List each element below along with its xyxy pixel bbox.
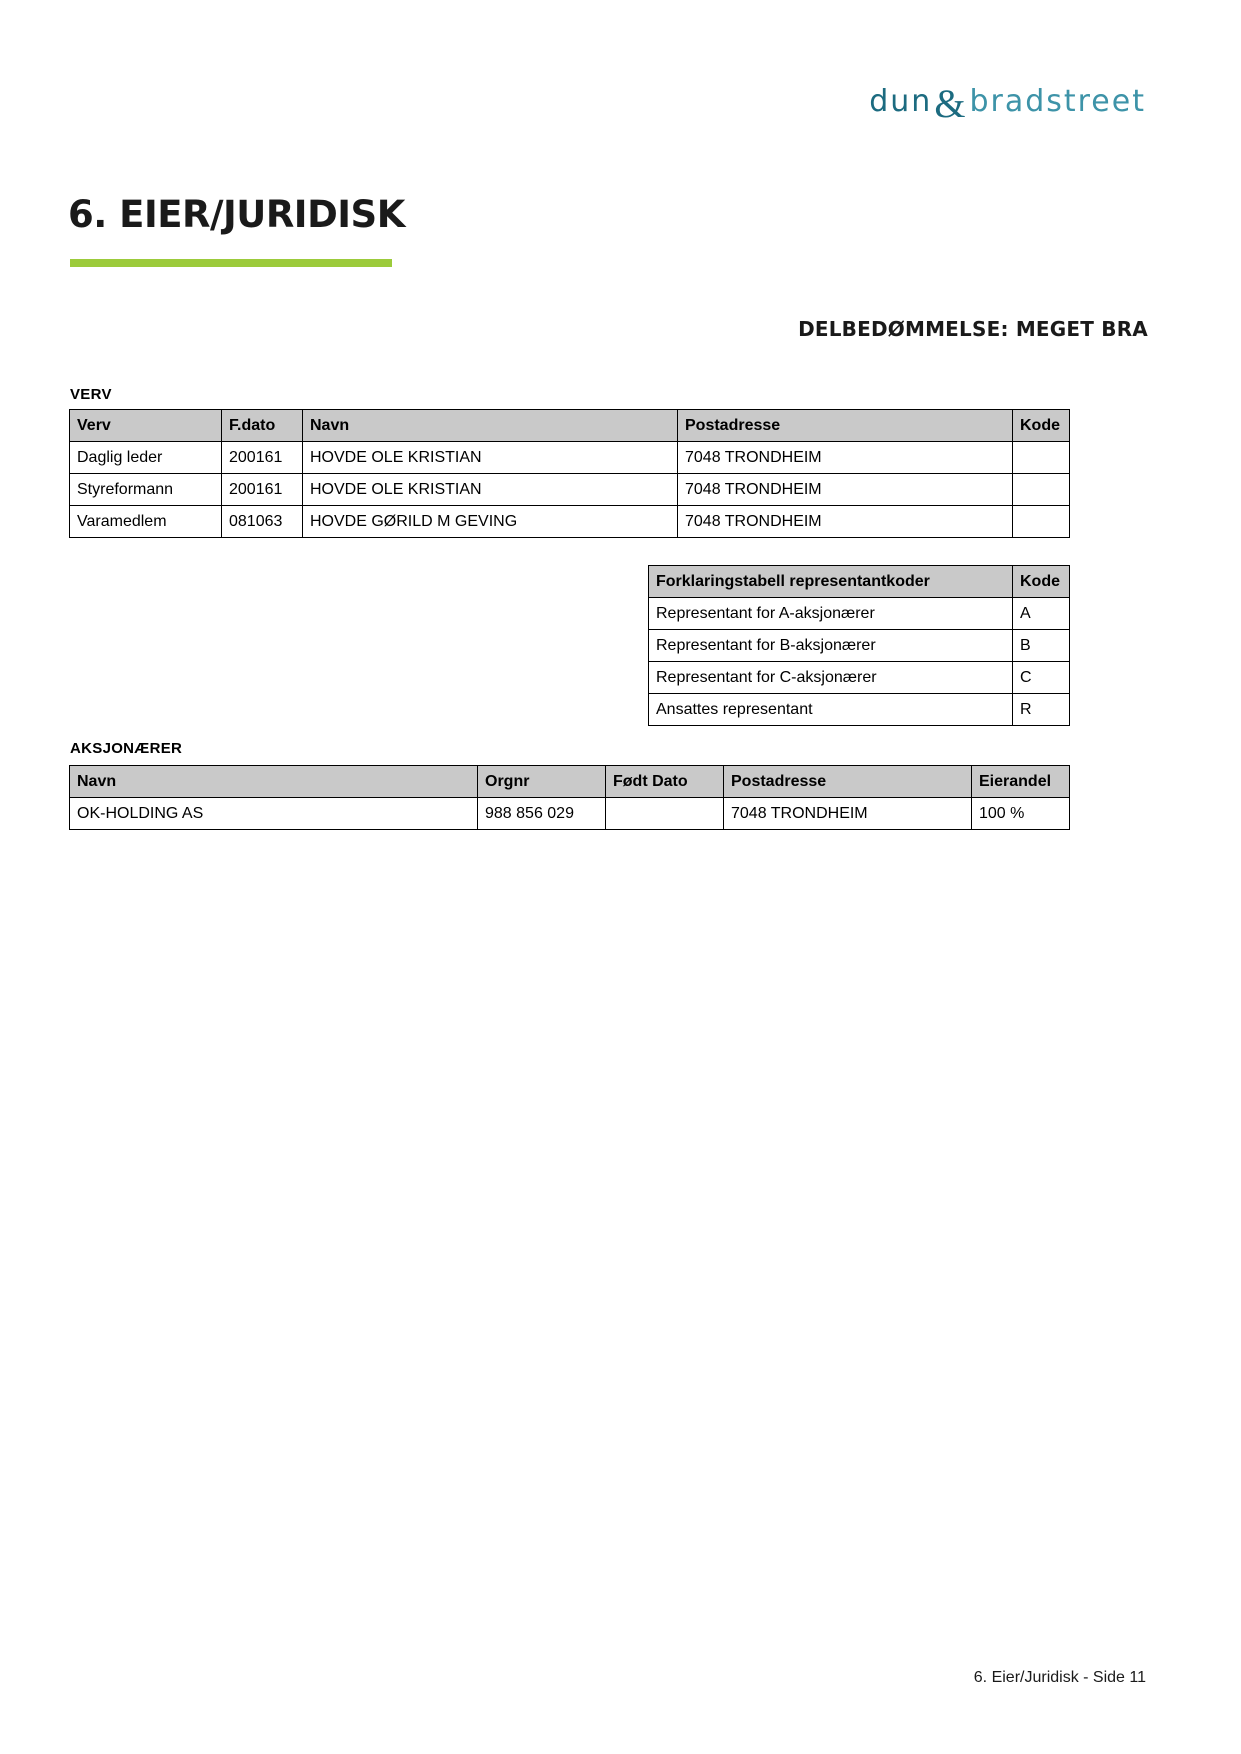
cell-fdato: 200161 [222, 442, 303, 474]
column-header-orgnr: Orgnr [478, 766, 606, 798]
logo-text-dun: dun [869, 84, 933, 119]
title-underline-rule [70, 259, 392, 267]
column-header-fdato: F.dato [222, 410, 303, 442]
table-row [649, 694, 1070, 726]
column-header-kode: Kode [1013, 566, 1070, 598]
column-header-navn: Navn [303, 410, 678, 442]
section-caption-aksjonaerer: AKSJONÆRER [70, 740, 183, 757]
column-header-postadresse: Postadresse [678, 410, 1013, 442]
cell-postadresse: 7048 TRONDHEIM [678, 442, 1013, 474]
column-header-postadresse: Postadresse [724, 766, 972, 798]
page-footer: 6. Eier/Juridisk - Side 11 [973, 1669, 1146, 1686]
cell-verv: Daglig leder [70, 442, 222, 474]
table-header-row [649, 566, 1070, 598]
table-header-row [70, 410, 1070, 442]
ampersand-icon: & [934, 81, 968, 126]
column-header-forklaringstabell: Forklaringstabell representantkoder [649, 566, 1013, 598]
cell-postadresse: 7048 TRONDHEIM [724, 798, 972, 830]
cell-postadresse: 7048 TRONDHEIM [678, 474, 1013, 506]
cell-fdato: 081063 [222, 506, 303, 538]
sub-rating-label: DELBEDØMMELSE: MEGET BRA [798, 317, 1148, 341]
cell-fodt-dato [606, 798, 724, 830]
cell-kode [1013, 506, 1070, 538]
column-header-navn: Navn [70, 766, 478, 798]
cell-navn: OK-HOLDING AS [70, 798, 478, 830]
table-row [649, 662, 1070, 694]
table-row [70, 442, 1070, 474]
cell-beskrivelse: Representant for B-aksjonærer [649, 630, 1013, 662]
cell-verv: Styreformann [70, 474, 222, 506]
logo-text-bradstreet: bradstreet [969, 84, 1146, 119]
table-header-row [70, 766, 1070, 798]
cell-verv: Varamedlem [70, 506, 222, 538]
cell-fdato: 200161 [222, 474, 303, 506]
cell-kode: A [1013, 598, 1070, 630]
column-header-eierandel: Eierandel [972, 766, 1070, 798]
cell-orgnr: 988 856 029 [478, 798, 606, 830]
column-header-verv: Verv [70, 410, 222, 442]
cell-beskrivelse: Representant for A-aksjonærer [649, 598, 1013, 630]
table-verv [69, 409, 1070, 538]
cell-kode [1013, 442, 1070, 474]
cell-navn: HOVDE GØRILD M GEVING [303, 506, 678, 538]
cell-kode: C [1013, 662, 1070, 694]
table-aksjonaerer [69, 765, 1070, 830]
table-row [70, 506, 1070, 538]
cell-navn: HOVDE OLE KRISTIAN [303, 442, 678, 474]
table-representantkoder [648, 565, 1070, 726]
dun-bradstreet-logo [869, 78, 1146, 125]
cell-kode: B [1013, 630, 1070, 662]
table-row [70, 474, 1070, 506]
section-caption-verv: VERV [70, 386, 112, 403]
table-row [70, 798, 1070, 830]
cell-kode [1013, 474, 1070, 506]
table-row [649, 598, 1070, 630]
cell-postadresse: 7048 TRONDHEIM [678, 506, 1013, 538]
cell-kode: R [1013, 694, 1070, 726]
cell-eierandel: 100 % [972, 798, 1070, 830]
column-header-fodt-dato: Født Dato [606, 766, 724, 798]
page-title: 6. EIER/JURIDISK [68, 193, 405, 236]
cell-beskrivelse: Ansattes representant [649, 694, 1013, 726]
cell-navn: HOVDE OLE KRISTIAN [303, 474, 678, 506]
column-header-kode: Kode [1013, 410, 1070, 442]
table-row [649, 630, 1070, 662]
cell-beskrivelse: Representant for C-aksjonærer [649, 662, 1013, 694]
